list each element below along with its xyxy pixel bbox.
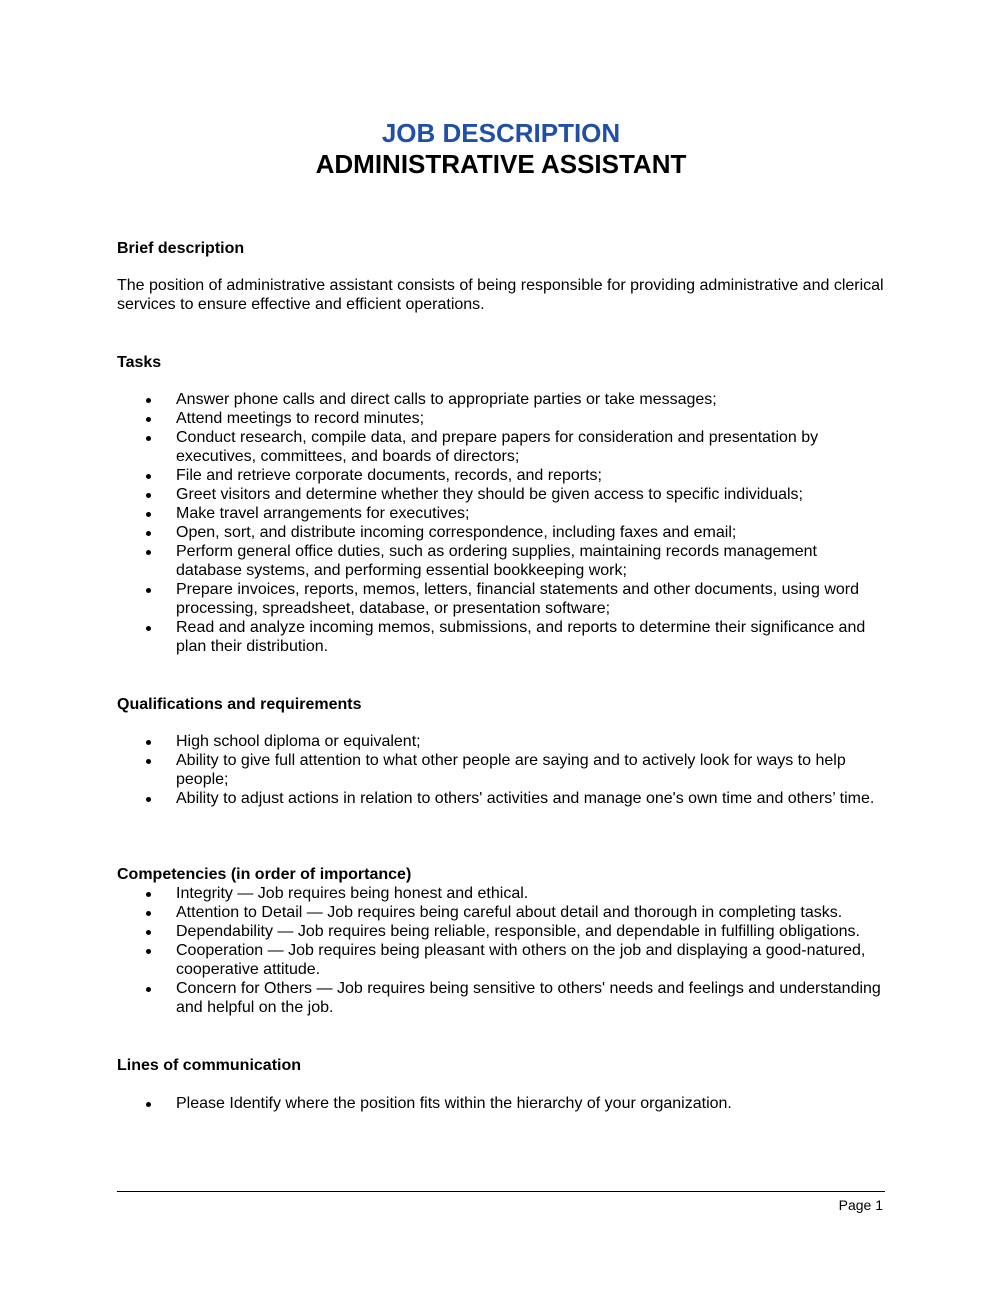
- bullet-icon: [146, 417, 151, 422]
- list-item: Read and analyze incoming memos, submissions, and reports to determine their significance and plan their distribution.: [117, 618, 885, 656]
- bullet-icon: [146, 949, 151, 954]
- brief-description-heading: Brief description: [117, 240, 245, 257]
- bullet-icon: [146, 512, 151, 517]
- bullet-icon: [146, 930, 151, 935]
- bullet-icon: [146, 550, 151, 555]
- bullet-icon: [146, 398, 151, 403]
- list-item: Perform general office duties, such as ordering supplies, maintaining records management database systems, and performing essential bookkeeping work;: [117, 542, 885, 580]
- bullet-icon: [146, 797, 151, 802]
- title-block: [117, 118, 885, 180]
- list-item: Attention to Detail — Job requires being careful about detail and thorough in completing tasks.: [117, 903, 885, 922]
- competencies-heading: Competencies (in order of importance): [117, 866, 412, 883]
- bullet-icon: [146, 911, 151, 916]
- bullet-icon: [146, 588, 151, 593]
- list-item: Dependability — Job requires being reliable, responsible, and dependable in fulfilling obligations.: [117, 922, 885, 941]
- footer-divider: [117, 1191, 885, 1192]
- bullet-icon: [146, 626, 151, 631]
- tasks-heading: Tasks: [117, 354, 162, 371]
- competencies-list: [117, 884, 885, 1017]
- tasks-section: [117, 353, 885, 656]
- list-item: Conduct research, compile data, and prepare papers for consideration and presentation by executives, committees, and boards of directors;: [117, 428, 885, 466]
- bullet-icon: [146, 892, 151, 897]
- bullet-icon: [146, 1102, 151, 1107]
- job-title: ADMINISTRATIVE ASSISTANT: [315, 149, 687, 179]
- qualifications-section: [117, 695, 885, 808]
- communication-list: [117, 1094, 885, 1113]
- tasks-list: [117, 390, 885, 656]
- list-item: Ability to give full attention to what other people are saying and to actively look for ways to help people;: [117, 751, 885, 789]
- qualifications-heading: Qualifications and requirements: [117, 696, 362, 713]
- communication-heading: Lines of communication: [117, 1057, 302, 1074]
- list-item: File and retrieve corporate documents, records, and reports;: [117, 466, 885, 485]
- list-item: Greet visitors and determine whether they should be given access to specific individuals;: [117, 485, 885, 504]
- list-item: High school diploma or equivalent;: [117, 732, 885, 751]
- bullet-icon: [146, 436, 151, 441]
- bullet-icon: [146, 759, 151, 764]
- bullet-icon: [146, 987, 151, 992]
- list-item: Please Identify where the position fits within the hierarchy of your organization.: [117, 1094, 885, 1113]
- page-number: Page 1: [838, 1197, 883, 1213]
- brief-description-section: [117, 239, 885, 314]
- bullet-icon: [146, 493, 151, 498]
- communication-section: [117, 1056, 885, 1113]
- bullet-icon: [146, 740, 151, 745]
- brief-description-text: The position of administrative assistant consists of being responsible for providing administrative and clerical services to ensure effective and efficient operations.: [117, 277, 884, 313]
- bullet-icon: [146, 474, 151, 479]
- bullet-icon: [146, 531, 151, 536]
- list-item: Integrity — Job requires being honest and ethical.: [117, 884, 885, 903]
- list-item: Ability to adjust actions in relation to others' activities and manage one's own time and others’ time.: [117, 789, 885, 808]
- list-item: Attend meetings to record minutes;: [117, 409, 885, 428]
- list-item: Make travel arrangements for executives;: [117, 504, 885, 523]
- competencies-section: [117, 865, 885, 1017]
- document-title: JOB DESCRIPTION: [381, 118, 621, 148]
- list-item: Cooperation — Job requires being pleasant with others on the job and displaying a good-natured, cooperative attitude.: [117, 941, 885, 979]
- list-item: Open, sort, and distribute incoming correspondence, including faxes and email;: [117, 523, 885, 542]
- list-item: Answer phone calls and direct calls to appropriate parties or take messages;: [117, 390, 885, 409]
- qualifications-list: [117, 732, 885, 808]
- list-item: Prepare invoices, reports, memos, letters, financial statements and other documents, using word processing, spreadsheet, database, or presentation software;: [117, 580, 885, 618]
- list-item: Concern for Others — Job requires being sensitive to others' needs and feelings and understanding and helpful on the job.: [117, 979, 885, 1017]
